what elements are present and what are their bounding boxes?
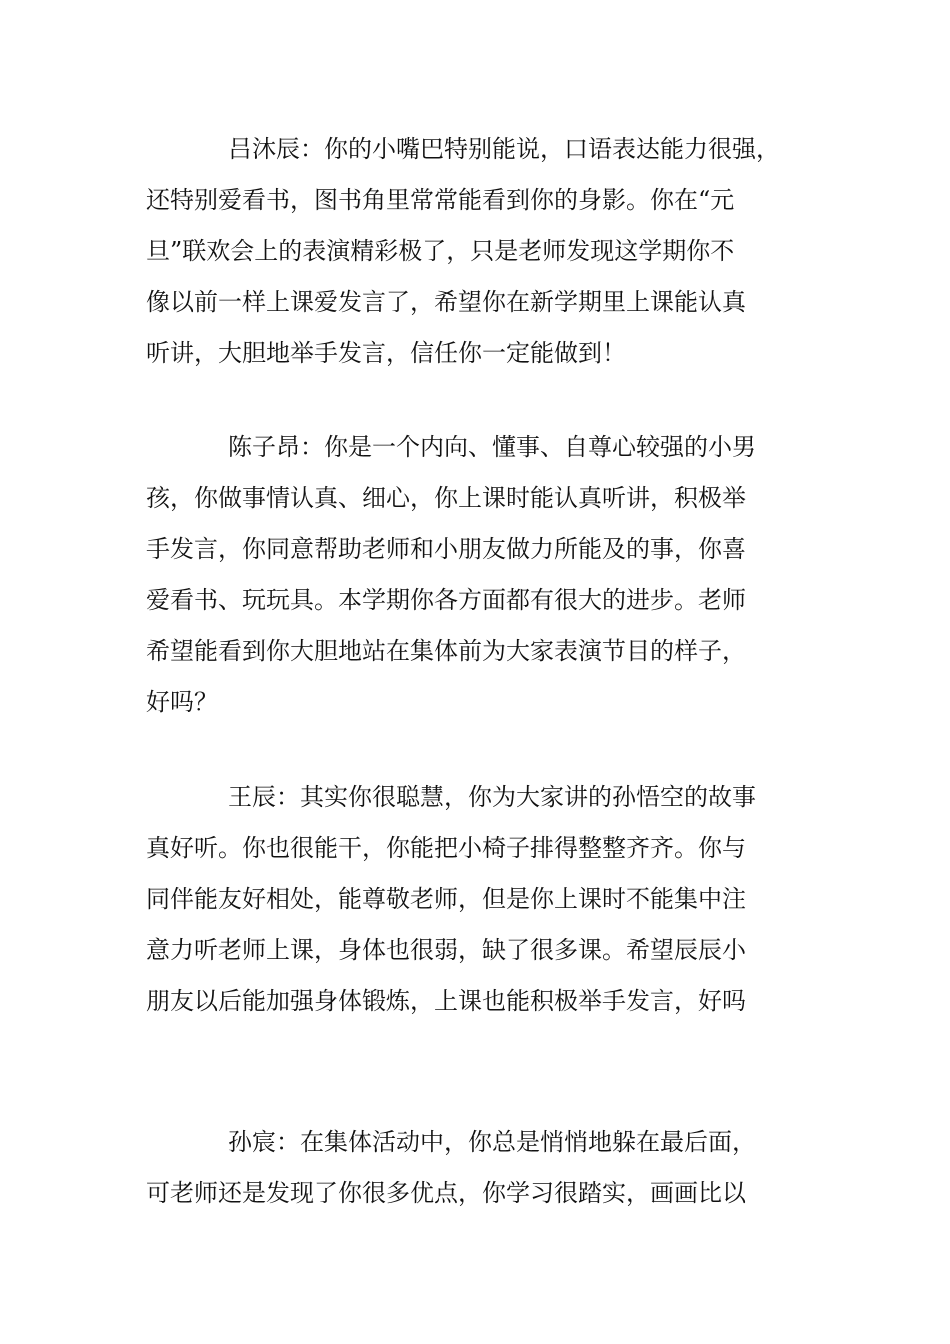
paragraph-line: 像以前一样上课爱发言了，希望你在新学期里上课能认真 bbox=[146, 288, 746, 316]
paragraph-line: 手发言，你同意帮助老师和小朋友做力所能及的事，你喜 bbox=[146, 535, 746, 563]
paragraph-line: 旦”联欢会上的表演精彩极了，只是老师发现这学期你不 bbox=[146, 237, 735, 265]
paragraph-line: 孙宸：在集体活动中，你总是悄悄地躲在最后面， bbox=[228, 1128, 756, 1156]
paragraph-line: 同伴能友好相处，能尊敬老师，但是你上课时不能集中注 bbox=[146, 885, 746, 913]
paragraph-line: 吕沐辰：你的小嘴巴特别能说，口语表达能力很强， bbox=[228, 135, 780, 163]
paragraph-line: 可老师还是发现了你很多优点，你学习很踏实，画画比以 bbox=[146, 1179, 746, 1207]
paragraph-line: 真好听。你也很能干，你能把小椅子排得整整齐齐。你与 bbox=[146, 834, 746, 862]
comment-paragraph-chen-ziang bbox=[146, 422, 836, 728]
paragraph-line: 希望能看到你大胆地站在集体前为大家表演节目的样子， bbox=[146, 637, 746, 665]
comment-paragraph-lu-muchen bbox=[146, 124, 836, 379]
paragraph-line: 好吗？ bbox=[146, 688, 218, 716]
paragraph-line: 还特别爱看书，图书角里常常能看到你的身影。你在“元 bbox=[146, 186, 735, 214]
paragraph-line: 陈子昂：你是一个内向、懂事、自尊心较强的小男 bbox=[228, 433, 756, 461]
paragraph-line: 朋友以后能加强身体锻炼，上课也能积极举手发言，好吗 bbox=[146, 987, 746, 1015]
paragraph-line: 孩，你做事情认真、细心，你上课时能认真听讲，积极举 bbox=[146, 484, 746, 512]
paragraph-line: 王辰：其实你很聪慧，你为大家讲的孙悟空的故事 bbox=[228, 783, 756, 811]
paragraph-line: 意力听老师上课，身体也很弱，缺了很多课。希望辰辰小 bbox=[146, 936, 746, 964]
paragraph-line: 爱看书、玩玩具。本学期你各方面都有很大的进步。老师 bbox=[146, 586, 746, 614]
comment-paragraph-sun-chen bbox=[146, 1117, 836, 1219]
comment-paragraph-wang-chen bbox=[146, 772, 836, 1027]
paragraph-line: 听讲，大胆地举手发言，信任你一定能做到！ bbox=[146, 339, 626, 367]
